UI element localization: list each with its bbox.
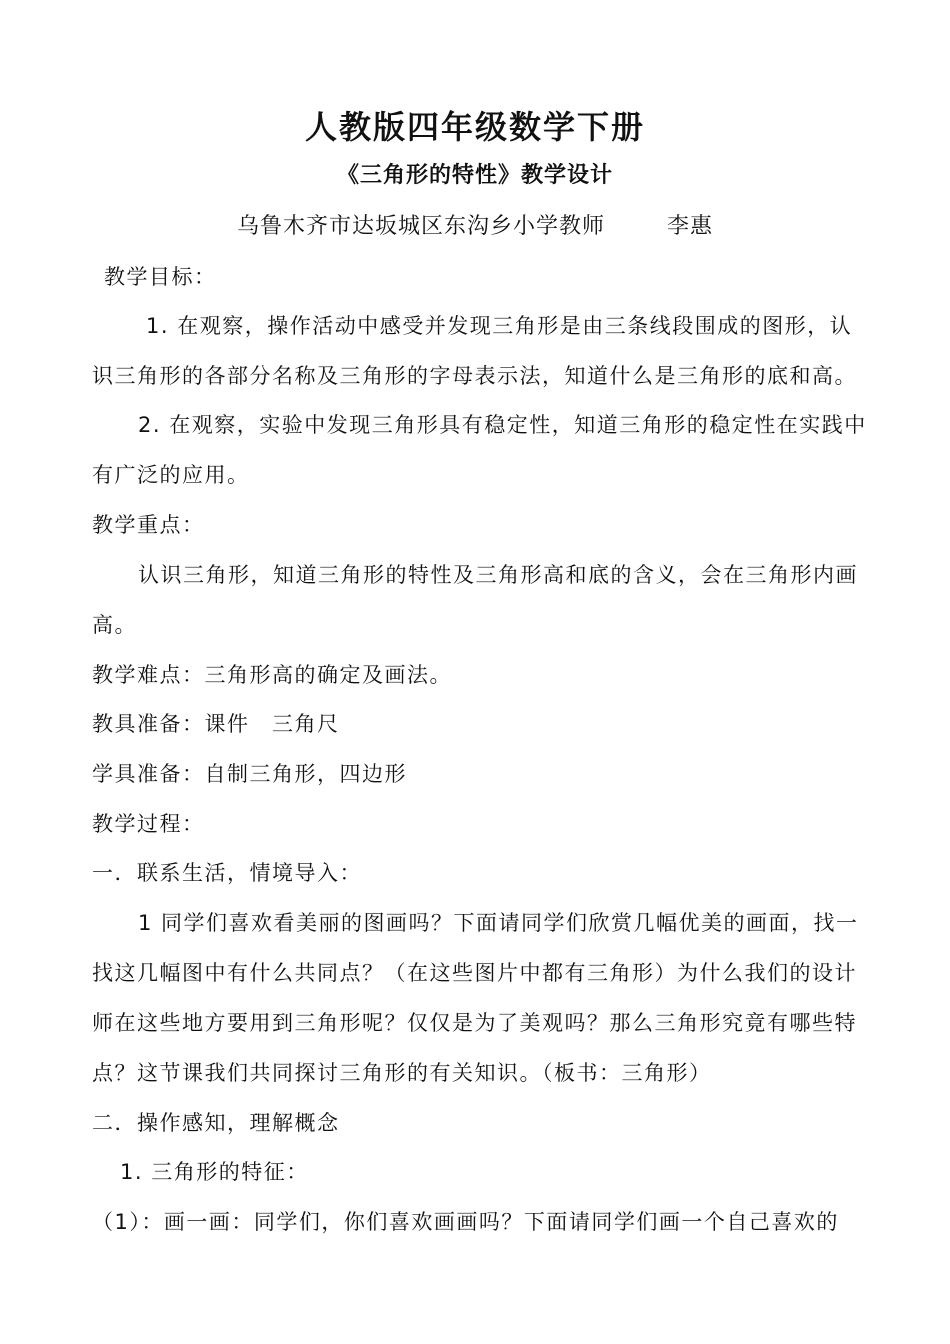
objectives-heading: 教学目标：: [104, 265, 217, 289]
student-aids-line: 学具准备：自制三角形，四边形: [92, 762, 407, 786]
objective-2-line-2: 有广泛的应用。: [92, 463, 250, 487]
difficulty-line: 教学难点：三角形高的确定及画法。: [92, 663, 452, 687]
teaching-aids-line: 教具准备：课件 三角尺: [92, 712, 340, 736]
document-title: 人教版四年级数学下册: [304, 108, 645, 146]
process-heading: 教学过程：: [92, 812, 205, 836]
section-1-paragraph-line-1: 1 同学们喜欢看美丽的图画吗？下面请同学们欣赏几幅优美的画面，找一: [138, 911, 859, 935]
objective-1-line-2: 识三角形的各部分名称及三角形的字母表示法，知道什么是三角形的底和高。: [92, 364, 857, 388]
key-points-line-1: 认识三角形，知道三角形的特性及三角形高和底的含义，会在三角形内画: [138, 563, 858, 587]
author-line: [0, 212, 950, 242]
key-points-heading: 教学重点：: [92, 513, 205, 537]
section-1-paragraph-line-2: 找这几幅图中有什么共同点？（在这些图片中都有三角形）为什么我们的设计: [92, 961, 857, 985]
section-2-subheading-1: 1. 三角形的特征：: [120, 1160, 309, 1184]
section-1-paragraph-line-3: 师在这些地方要用到三角形呢？仅仅是为了美观吗？那么三角形究竟有哪些特: [92, 1011, 857, 1035]
key-points-line-2: 高。: [92, 613, 137, 637]
author-org: 乌鲁木齐市达坂城区东沟乡小学教师: [236, 214, 605, 239]
section-2-item-1-line-1: （1）：画一画：同学们，你们喜欢画画吗？下面请同学们画一个自己喜欢的: [92, 1210, 839, 1234]
author-name: 李惠: [667, 214, 714, 239]
objective-2-line-1: 2. 在观察，实验中发现三角形具有稳定性，知道三角形的稳定性在实践中: [138, 413, 867, 437]
section-2-heading: 二．操作感知，理解概念: [92, 1111, 340, 1135]
section-1-paragraph-line-4: 点？这节课我们共同探讨三角形的有关知识。（板书：三角形）: [92, 1061, 712, 1085]
section-1-heading: 一．联系生活，情境导入：: [92, 861, 362, 885]
objective-1-line-1: 1. 在观察，操作活动中感受并发现三角形是由三条线段围成的图形，认: [146, 314, 853, 338]
document-subtitle: 《三角形的特性》教学设计: [336, 163, 613, 188]
